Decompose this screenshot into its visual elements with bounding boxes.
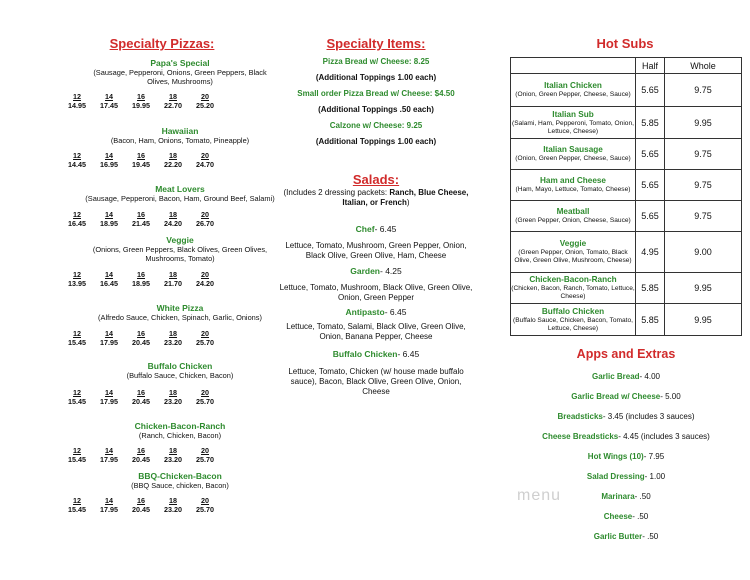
price: 25.70 [196,338,214,347]
half-price: 5.65 [636,170,665,201]
table-row [511,139,742,170]
whole-price: 9.75 [665,74,742,107]
size-label: 16 [137,270,145,279]
salad-name: Buffalo Chicken [332,349,398,359]
size-label: 20 [201,446,209,455]
table-row [511,170,742,201]
price: 15.45 [68,397,86,406]
calzone-note: (Additional Toppings 1.00 each) [315,137,437,146]
pizza-name: Veggie [166,235,194,245]
table-row [511,74,742,107]
menu-watermark: menu [517,487,562,504]
table-row [511,273,742,304]
small-pizza-bread-note: (Additional Toppings .50 each) [318,105,434,114]
sub-desc: (Green Pepper, Onion, Cheese, Sauce) [515,217,631,224]
size-label: 14 [105,210,113,219]
pizza-desc: (BBQ Sauce, chicken, Bacon) [131,481,229,490]
half-header: Half [636,58,665,74]
pizza-desc: (Sausage, Pepperoni, Onions, Green Peppers, Black Olives, Mushrooms) [93,68,267,86]
price: 17.95 [100,397,118,406]
half-price: 5.65 [636,74,665,107]
extra-item [510,512,742,521]
size-label: 12 [73,151,81,160]
pizza-desc: (Bacon, Ham, Onions, Tomato, Pineapple) [110,136,250,145]
price: 17.95 [100,455,118,464]
price: 22.20 [164,160,182,169]
size-label: 12 [73,388,81,397]
size-label: 12 [73,329,81,338]
sub-cell [511,273,636,304]
table-header-row [511,58,742,74]
price: 23.20 [164,397,182,406]
sub-name: Italian Sub [552,109,594,119]
pizza-name: Buffalo Chicken [147,361,213,371]
salads-intro-c: ) [406,198,410,207]
size-label: 20 [201,329,209,338]
price: 16.95 [100,160,118,169]
extra-item [510,452,742,461]
pizza-desc: (Alfredo Sauce, Chicken, Spinach, Garlic, Onions) [98,313,262,322]
pizza-name: BBQ-Chicken-Bacon [138,471,222,481]
half-price: 5.65 [636,201,665,232]
size-label: 18 [169,270,177,279]
price: 26.70 [196,219,214,228]
table-row [511,304,742,336]
pizza-bread-note: (Additional Toppings 1.00 each) [315,73,437,82]
sub-cell [511,74,636,107]
whole-price: 9.95 [665,273,742,304]
sub-cell [511,139,636,170]
sub-cell [511,304,636,336]
size-label: 20 [201,496,209,505]
sub-name: Veggie [559,239,587,248]
salad-name: Antipasto [345,307,385,317]
size-label: 16 [137,329,145,338]
price: 18.95 [100,219,118,228]
whole-price: 9.95 [665,107,742,139]
price: 24.70 [196,160,214,169]
price: 23.20 [164,338,182,347]
salad-price: - 4.25 [380,266,402,276]
extra-name: Salad Dressing [586,472,645,481]
extra-price: - 4.00 [639,372,661,381]
size-label: 14 [105,446,113,455]
size-label: 18 [169,210,177,219]
price: 24.20 [196,279,214,288]
extra-price: - 1.00 [644,472,666,481]
price: 17.95 [100,338,118,347]
size-label: 12 [73,496,81,505]
size-label: 18 [169,329,177,338]
size-label: 12 [73,92,81,101]
extra-price: - 5.00 [660,392,681,401]
salad-name: Garden [350,266,380,276]
pizza-bread: Pizza Bread w/ Cheese: 8.25 [322,57,430,66]
price: 14.95 [68,101,86,110]
size-label: 20 [201,270,209,279]
salads-intro-dressings: Ranch, Blue Cheese, Italian, or French [342,188,469,207]
price: 23.20 [164,455,182,464]
price: 16.45 [68,219,86,228]
extra-name: Hot Wings (10) [587,452,644,461]
pizza-name: Papa's Special [150,58,210,68]
size-label: 14 [105,92,113,101]
pizza-name: White Pizza [156,303,204,313]
extra-item [510,472,742,481]
sub-name: Buffalo Chicken [541,306,605,316]
sub-desc: (Green Pepper, Onion, Tomato, Black Olive, Green Olive, Mushroom, Cheese) [514,249,632,264]
sub-cell [511,107,636,139]
extras-heading: Apps and Extras [576,347,676,361]
small-pizza-bread: Small order Pizza Bread w/ Cheese: $4.50 [297,89,455,98]
price: 19.45 [132,160,150,169]
half-price: 5.85 [636,304,665,336]
sub-name: Meatball [556,207,590,216]
blank-header-cell [511,58,636,74]
price: 25.70 [196,397,214,406]
pizza-item [50,361,310,380]
size-label: 16 [137,210,145,219]
half-price: 5.85 [636,107,665,139]
size-label: 14 [105,388,113,397]
salads-intro [276,188,476,208]
price: 20.45 [132,505,150,514]
pizza-name: Chicken-Bacon-Ranch [134,421,226,431]
price: 19.95 [132,101,150,110]
salad-title [262,349,490,359]
size-label: 12 [73,446,81,455]
pizza-desc: (Sausage, Pepperoni, Bacon, Ham, Ground Beef, Salami) [85,194,275,203]
salads-intro-a: (Includes 2 dressing packets: [283,188,390,197]
pizza-item [50,471,310,490]
pizzas-heading: Specialty Pizzas: [109,36,215,51]
table-row [511,232,742,273]
price: 18.95 [132,279,150,288]
price: 21.70 [164,279,182,288]
size-label: 12 [73,270,81,279]
size-label: 18 [169,388,177,397]
salad-title [262,266,490,276]
table-row [511,107,742,139]
extra-name: Breadsticks [557,412,603,421]
sub-desc: (Onion, Green Pepper, Cheese, Sauce) [515,91,631,98]
size-label: 14 [105,496,113,505]
salad-desc: Lettuce, Tomato, Salami, Black Olive, Green Olive, Onion, Banana Pepper, Cheese [286,322,466,341]
price: 15.45 [68,455,86,464]
whole-price: 9.75 [665,170,742,201]
half-price: 4.95 [636,232,665,273]
table-row [511,201,742,232]
salad-desc: Lettuce, Tomato, Mushroom, Black Olive, Green Olive, Onion, Green Pepper [279,283,473,302]
salad-name: Chef [355,224,375,234]
extra-item [510,392,742,401]
extra-price: - 3.45 (includes 3 sauces) [602,412,695,421]
subs-table [510,57,742,336]
price: 24.20 [164,219,182,228]
size-label: 20 [201,151,209,160]
extra-price: - 7.95 [643,452,665,461]
salad-price: - 6.45 [397,349,420,359]
extra-item [510,432,742,441]
sub-cell [511,232,636,273]
extra-price: - 4.45 (includes 3 sauces) [618,432,710,441]
size-label: 12 [73,210,81,219]
price: 25.20 [196,101,214,110]
salad-desc: Lettuce, Tomato, Mushroom, Green Pepper, Onion, Black Olive, Green Olive, Ham, Cheese [285,241,467,260]
pizza-name: Meat Lovers [155,184,205,194]
pizza-name: Hawaiian [161,126,199,136]
price: 17.95 [100,505,118,514]
sub-name: Italian Sausage [543,145,603,154]
price: 21.45 [132,219,150,228]
sub-desc: (Chicken, Bacon, Ranch, Tomato, Lettuce, Cheese) [511,285,635,300]
whole-price: 9.00 [665,232,742,273]
size-label: 16 [137,446,145,455]
size-label: 14 [105,329,113,338]
size-label: 18 [169,92,177,101]
size-label: 20 [201,388,209,397]
price: 22.70 [164,101,182,110]
size-label: 14 [105,151,113,160]
salad-desc: Lettuce, Tomato, Chicken (w/ house made buffalo sauce), Bacon, Black Olive, Green Olive, Onion, Cheese [288,367,464,396]
sub-desc: (Buffalo Sauce, Chicken, Bacon, Tomato, Lettuce, Cheese) [513,316,633,332]
size-label: 20 [201,92,209,101]
sub-name: Ham and Cheese [540,176,606,185]
salad-price: - 6.45 [374,224,397,234]
price: 25.70 [196,455,214,464]
extra-name: Marinara [601,492,635,501]
size-label: 18 [169,151,177,160]
pizza-item [50,235,310,263]
extra-name: Garlic Bread [591,372,640,381]
sub-desc: (Ham, Mayo, Lettuce, Tomato, Cheese) [515,186,631,193]
extra-name: Cheese [603,512,633,521]
price: 13.95 [68,279,86,288]
sub-name: Chicken-Bacon-Ranch [529,275,617,284]
size-label: 18 [169,496,177,505]
whole-price: 9.95 [665,304,742,336]
price: 20.45 [132,455,150,464]
half-price: 5.85 [636,273,665,304]
pizza-desc: (Ranch, Chicken, Bacon) [138,431,222,440]
price: 23.20 [164,505,182,514]
salad-title [262,307,490,317]
sub-desc: (Onion, Green Pepper, Cheese, Sauce) [515,155,631,162]
size-label: 16 [137,151,145,160]
calzone: Calzone w/ Cheese: 9.25 [329,121,423,130]
sub-desc: (Salami, Ham, Pepperoni, Tomato, Onion, Lettuce, Cheese) [512,119,634,135]
price: 17.45 [100,101,118,110]
sub-cell [511,170,636,201]
price: 15.45 [68,505,86,514]
price: 16.45 [100,279,118,288]
price: 14.45 [68,160,86,169]
price: 15.45 [68,338,86,347]
extra-item [510,372,742,381]
size-label: 16 [137,92,145,101]
extra-item [510,532,742,541]
pizza-item [50,421,310,440]
size-label: 18 [169,446,177,455]
extra-name: Garlic Butter [593,532,643,541]
sub-name: Italian Chicken [544,81,602,90]
half-price: 5.65 [636,139,665,170]
whole-price: 9.75 [665,139,742,170]
subs-heading: Hot Subs [596,36,654,51]
whole-header: Whole [665,58,742,74]
extra-name: Cheese Breadsticks [542,432,619,441]
extra-price: - .50 [632,512,649,521]
price: 20.45 [132,338,150,347]
price: 20.45 [132,397,150,406]
size-label: 16 [137,496,145,505]
extra-price: - .50 [642,532,659,541]
pizza-desc: (Onions, Green Peppers, Black Olives, Green Olives, Mushrooms, Tomato) [92,245,268,263]
extra-name: Garlic Bread w/ Cheese [571,392,661,401]
salad-title [262,224,490,234]
whole-price: 9.75 [665,201,742,232]
size-label: 16 [137,388,145,397]
salad-price: - 6.45 [384,307,407,317]
extra-price: - .50 [634,492,651,501]
extra-item [510,412,742,421]
price: 25.70 [196,505,214,514]
sub-cell [511,201,636,232]
specialty-heading: Specialty Items: [326,36,426,51]
salads-heading: Salads: [352,172,400,187]
size-label: 14 [105,270,113,279]
pizza-desc: (Buffalo Sauce, Chicken, Bacon) [126,371,234,380]
size-label: 20 [201,210,209,219]
